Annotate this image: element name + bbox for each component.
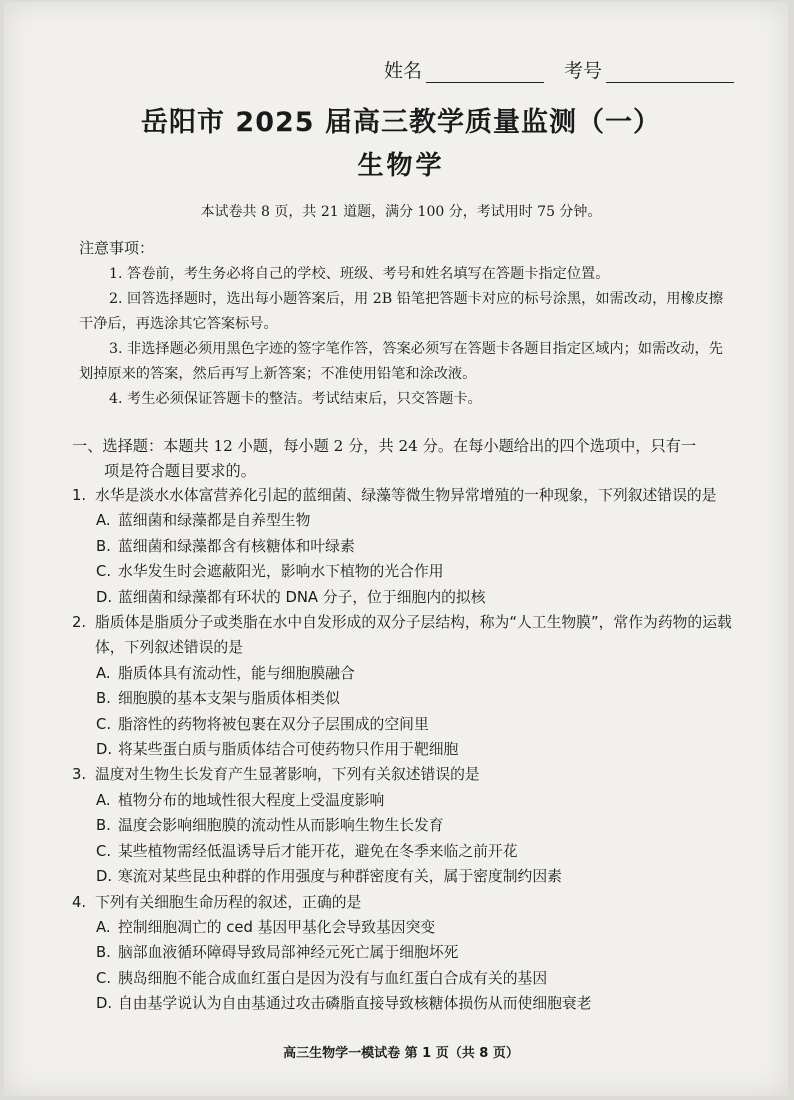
question-number: 2.	[72, 614, 87, 632]
option-c	[72, 966, 737, 991]
option-text: 寒流对某些昆虫种群的作用强度与种群密度有关，属于密度制约因素	[118, 868, 562, 886]
option-b	[72, 534, 737, 559]
option-text: 细胞膜的基本支架与脂质体相类似	[118, 690, 340, 708]
option-text: 控制细胞凋亡的 ced 基因甲基化会导致基因突变	[118, 918, 436, 936]
option-letter: B.	[96, 817, 111, 835]
question-stem	[72, 890, 737, 915]
option-letter: C.	[96, 715, 112, 733]
id-blank	[606, 64, 734, 83]
option-text: 某些植物需经低温诱导后才能开花，避免在冬季来临之前开花	[118, 842, 518, 860]
note-item: 4. 考生必须保证答题卡的整洁。考试结束后，只交答题卡。	[109, 391, 482, 407]
note-item: 2. 回答选择题时，选出每小题答案后，用 2B 铅笔把答题卡对应的标号涂黑，如需改动，用橡皮擦干净后，再选涂其它答案标号。	[79, 291, 724, 332]
question-number: 3.	[72, 766, 87, 784]
id-label: 考号	[564, 60, 603, 82]
option-letter: B.	[96, 537, 111, 555]
option-letter: D.	[96, 995, 113, 1013]
name-label: 姓名	[384, 60, 423, 82]
option-letter: B.	[96, 690, 111, 708]
option-text: 水华发生时会遮蔽阳光，影响水下植物的光合作用	[118, 563, 444, 581]
question-number: 4.	[72, 893, 87, 911]
option-letter: D.	[96, 868, 113, 886]
option-text: 脂溶性的药物将被包裹在双分子层围成的空间里	[118, 715, 429, 733]
option-letter: D.	[96, 741, 113, 759]
option-d	[72, 864, 737, 889]
option-letter: C.	[96, 842, 112, 860]
option-c	[72, 839, 737, 864]
question-2	[72, 610, 737, 762]
option-letter: C.	[96, 563, 112, 581]
option-text: 自由基学说认为自由基通过攻击磷脂直接导致核糖体损伤从而使细胞衰老	[118, 995, 592, 1013]
candidate-info-row	[384, 56, 744, 83]
option-c	[72, 712, 737, 737]
question-stem	[72, 610, 737, 661]
option-text: 温度会影响细胞膜的流动性从而影响生物生长发育	[118, 817, 444, 835]
exam-info: 本试卷共 8 页，共 21 道题，满分 100 分，考试用时 75 分钟。	[200, 204, 602, 220]
option-text: 将某些蛋白质与脂质体结合可使药物只作用于靶细胞	[118, 741, 459, 759]
question-number: 1.	[72, 487, 87, 504]
question-3	[72, 762, 737, 889]
question-1	[72, 483, 737, 610]
option-text: 植物分布的地域性很大程度上受温度影响	[118, 791, 385, 809]
option-d	[72, 991, 737, 1016]
option-letter: A.	[96, 791, 111, 809]
option-letter: D.	[96, 588, 113, 606]
page-footer: 高三生物学一模试卷 第 1 页（共 8 页）	[283, 1046, 519, 1061]
notes-list	[79, 262, 729, 412]
option-a	[72, 661, 737, 686]
section-heading-line: 一、选择题：本题共 12 小题，每小题 2 分，共 24 分。在每小题给出的四个选项中，只有一	[72, 437, 697, 455]
option-letter: A.	[96, 512, 111, 530]
option-a	[72, 788, 737, 813]
option-a	[72, 915, 737, 940]
exam-page	[4, 2, 788, 1096]
subject-title: 生物学	[357, 151, 445, 181]
option-d	[72, 737, 737, 762]
option-b	[72, 813, 737, 838]
question-stem	[72, 762, 737, 787]
section-heading-cont: 项是符合题目要求的。	[104, 462, 256, 480]
question-text: 脂质体是脂质分子或类脂在水中自发形成的双分子层结构，称为“人工生物膜”，常作为药物的运载体，下列叙述错误的是	[95, 614, 732, 657]
option-b	[72, 940, 737, 965]
option-a	[72, 508, 737, 533]
exam-title: 岳阳市 2025 届高三教学质量监测（一）	[141, 107, 661, 138]
option-text: 蓝细菌和绿藻都含有核糖体和叶绿素	[118, 537, 355, 555]
question-text: 下列有关细胞生命历程的叙述，正确的是	[95, 893, 362, 911]
question-stem	[72, 483, 737, 508]
question-text: 水华是淡水水体富营养化引起的蓝细菌、绿藻等微生物异常增殖的一种现象，下列叙述错误的是	[95, 487, 717, 504]
option-text: 脂质体具有流动性，能与细胞膜融合	[118, 664, 355, 682]
option-text: 胰岛细胞不能合成血红蛋白是因为没有与血红蛋白合成有关的基因	[118, 969, 548, 987]
note-item: 3. 非选择题必须用黑色字迹的签字笔作答，答案必须写在答题卡各题目指定区域内；如需改动，先划掉原来的答案，然后再写上新答案；不准使用铅笔和涂改液。	[79, 341, 723, 382]
option-text: 脑部血液循环障碍导致局部神经元死亡属于细胞坏死	[118, 944, 459, 962]
name-blank	[426, 64, 544, 83]
question-text: 温度对生物生长发育产生显著影响，下列有关叙述错误的是	[95, 766, 480, 784]
note-item: 1. 答卷前，考生务必将自己的学校、班级、考号和姓名填写在答题卡指定位置。	[109, 266, 610, 282]
option-c	[72, 559, 737, 584]
option-b	[72, 686, 737, 711]
question-4	[72, 890, 737, 1017]
option-letter: A.	[96, 664, 111, 682]
option-d	[72, 585, 737, 610]
section-heading	[72, 434, 732, 484]
notes-heading: 注意事项：	[79, 239, 155, 257]
option-letter: A.	[96, 918, 111, 936]
option-letter: B.	[96, 944, 111, 962]
option-text: 蓝细菌和绿藻都有环状的 DNA 分子，位于细胞内的拟核	[118, 588, 486, 606]
option-text: 蓝细菌和绿藻都是自养型生物	[118, 512, 311, 530]
option-letter: C.	[96, 969, 112, 987]
questions-list	[72, 483, 737, 1017]
